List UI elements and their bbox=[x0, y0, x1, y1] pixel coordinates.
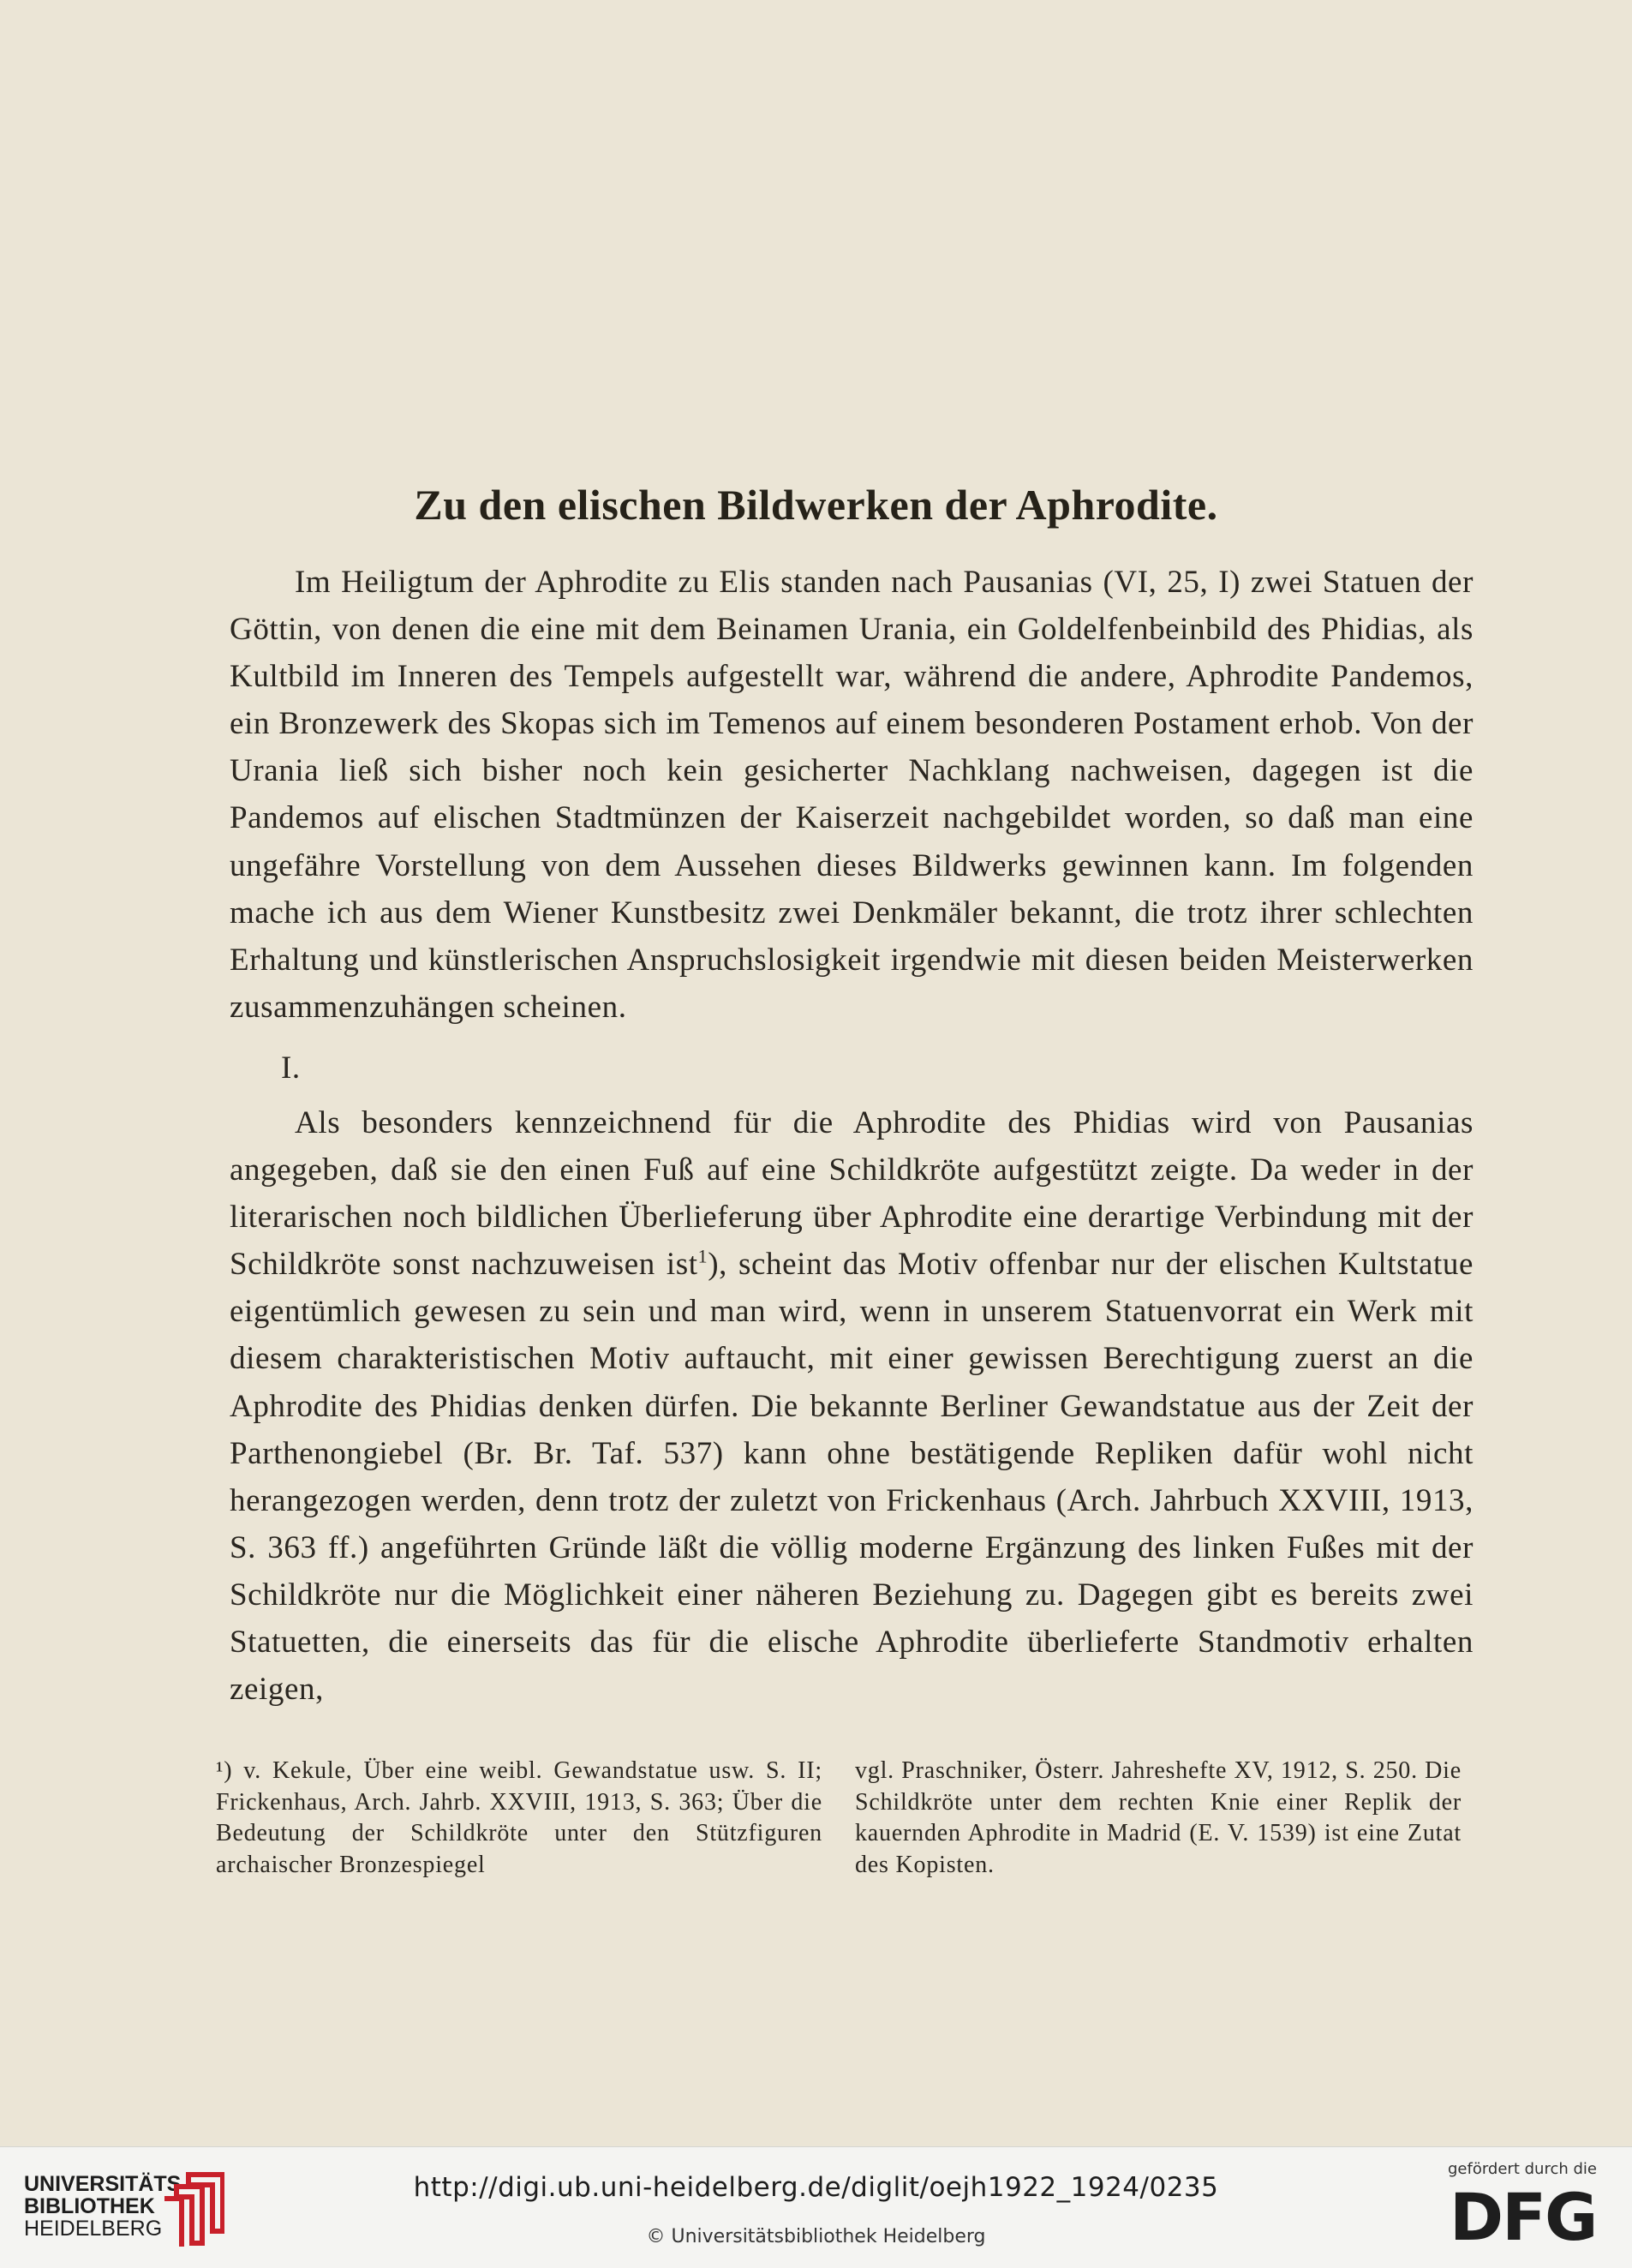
article-title: Zu den elischen Bildwerken der Aphrodite. bbox=[414, 481, 1218, 529]
copyright-notice: © Universitätsbibliothek Heidelberg bbox=[646, 2226, 986, 2247]
funding-note: gefördert durch die bbox=[1448, 2160, 1597, 2178]
footnote-column-left bbox=[216, 1756, 822, 1881]
footnote-reference[interactable]: 1 bbox=[697, 1245, 708, 1267]
library-name-line-3: HEIDELBERG bbox=[24, 2217, 163, 2241]
article-body bbox=[230, 559, 1474, 1713]
permalink-url[interactable]: http://digi.ub.uni-heidelberg.de/diglit/oejh1922_1924/0235 bbox=[413, 2172, 1219, 2203]
footnotes bbox=[216, 1756, 1462, 1881]
paragraph-section-1-start: Als besonders kennzeichnend für die Aphrodite des Phidias wird von Pausanias angegeben, daß sie den einen Fuß auf eine Schildkröte aufgestützt zeigte. Da weder in der literarischen noch bildlichen Überlieferung über Aphrodite eine derartige Verbindung mit der Schildkröte sonst nachzuweisen ist bbox=[230, 1104, 1474, 1283]
library-name-line-1: UNIVERSITÄTS- bbox=[24, 2172, 188, 2196]
paragraph-section-1-rest: ), scheint das Motiv offenbar nur der elischen Kultstatue eigentümlich gewesen zu sein und man wird, wenn in unserem Statuenvorrat ein Werk mit diesem charakteristischen Motiv auftaucht, mit einer gewissen Berechtigung zuerst an die Aphrodite des Phidias denken dürfen. Die bekannte Berliner Gewandstatue aus der Zeit der Parthenongiebel (Br. Br. Taf. 537) kann ohne bestätigende Repliken dafür wohl nicht herangezogen werden, denn trotz der zuletzt von Frickenhaus (Arch. Jahrbuch XXVIII, 1913, S. 363 ff.) angeführten Gründe läßt die völlig moderne Ergänzung des linken Fußes mit der Schildkröte nur die Möglichkeit einer näheren Beziehung zu. Dagegen gibt es bereits zwei Statuetten, die einerseits das für die elische Aphrodite überlieferte Standmotiv erhalten zeigen, bbox=[230, 1247, 1474, 1708]
footnote-text-right: vgl. Praschniker, Österr. Jahreshefte XV, 1912, S. 250. Die Schildkröte unter dem rechten Knie einer Replik der kauernden Aphrodite in Madrid (E. V. 1539) ist eine Zutat des Kopisten. bbox=[855, 1757, 1462, 1878]
paragraph-section-1 bbox=[230, 1099, 1474, 1713]
footnote-column-right bbox=[855, 1756, 1462, 1881]
section-number: I. bbox=[281, 1050, 301, 1086]
viewer-footer bbox=[0, 2146, 1632, 2268]
footnote-text-left: ¹) v. Kekule, Über eine weibl. Gewandstatue usw. S. II; Frickenhaus, Arch. Jahrb. XXVIII, 1913, S. 363; Über die Bedeutung der Schildkröte unter den Stützfiguren archaischer Bronzespiegel bbox=[216, 1757, 822, 1878]
paragraph-intro: Im Heiligtum der Aphrodite zu Elis standen nach Pausanias (VI, 25, I) zwei Statuen der Göttin, von denen die eine mit dem Beinamen Urania, ein Goldelfenbeinbild des Phidias, als Kultbild im Inneren des Tempels aufgestellt war, während die andere, Aphrodite Pandemos, ein Bronzewerk des Skopas sich im Temenos auf einem besonderen Postament erhob. Von der Urania ließ sich bisher noch kein gesicherter Nachklang nachweisen, dagegen ist die Pandemos auf elischen Stadtmünzen der Kaiserzeit nachgebildet worden, so daß man eine ungefähre Vorstellung von dem Aussehen dieses Bildwerks gewinnen kann. Im folgenden mache ich aus dem Wiener Kunstbesitz zwei Denkmäler bekannt, die trotz ihrer schlechten Erhaltung und künstlerischen Anspruchslosigkeit irgendwie mit diesen beiden Meisterwerken zusammenzuhängen scheinen. bbox=[230, 565, 1474, 1025]
dfg-logo[interactable]: DFG bbox=[1450, 2179, 1597, 2255]
library-name-line-2: BIBLIOTHEK bbox=[24, 2194, 155, 2218]
